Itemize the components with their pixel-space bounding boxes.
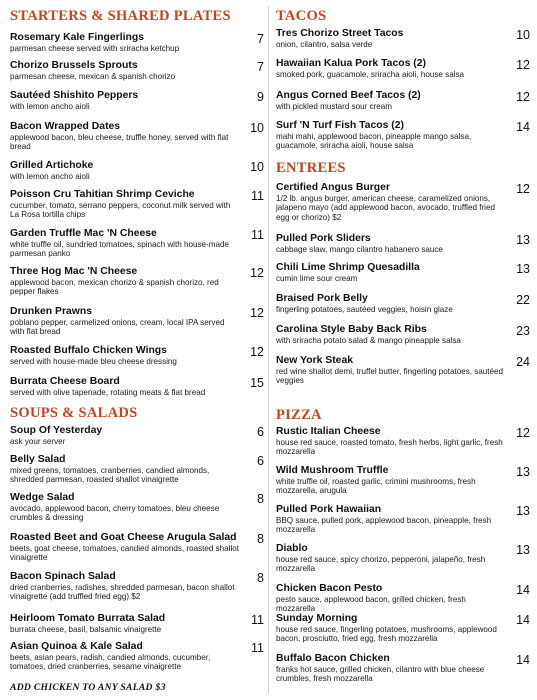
menu-item-description: 1/2 lb. angus burger, american cheese, caramelized onions, jalapeno mayo (add applewood bacon, avocado, truffled fried egg or chorizo) $2 — [276, 194, 495, 222]
menu-item-price: 14 — [516, 613, 530, 627]
menu-item-diablo — [276, 543, 530, 574]
menu-item-price: 12 — [250, 266, 264, 280]
menu-item-description: served with olive tapenade, rotating meats & flat bread — [10, 388, 206, 397]
menu-item-rustic-italian-cheese — [276, 426, 530, 457]
menu-item-tres-chorizo-street-tacos — [276, 28, 530, 49]
menu-item-heirloom-tomato-burrata-salad — [10, 613, 264, 634]
menu-item-price: 8 — [257, 492, 264, 506]
menu-item-price: 9 — [257, 90, 264, 104]
menu-item-description: burrata cheese, basil, balsamic vinaigrette — [10, 625, 162, 634]
menu-item-name: Grilled Artichoke — [10, 160, 94, 171]
menu-item-chili-lime-shrimp-quesadilla — [276, 262, 530, 283]
menu-item-price: 12 — [516, 58, 530, 72]
menu-item-name: Wedge Salad — [10, 492, 75, 503]
menu-item-name: Poisson Cru Tahitian Shrimp Ceviche — [10, 189, 195, 200]
menu-item-price: 14 — [516, 583, 530, 597]
menu-item-price: 13 — [516, 262, 530, 276]
menu-item-braised-pork-belly — [276, 293, 530, 314]
menu-item-bacon-wrapped-dates — [10, 121, 264, 152]
menu-item-price: 24 — [516, 355, 530, 369]
menu-item-description: beets, goat cheese, tomatoes, candied almonds, roasted shallot vinaigrette — [10, 544, 240, 563]
menu-item-price: 23 — [516, 324, 530, 338]
menu-item-price: 12 — [516, 426, 530, 440]
menu-item-poisson-cru-tahitian-shrimp-ceviche — [10, 189, 264, 220]
menu-item-description: with lemon ancho aioli — [10, 172, 90, 181]
menu-item-rosemary-kale-fingerlings — [10, 32, 264, 53]
menu-item-angus-corned-beef-tacos-2 — [276, 90, 530, 111]
menu-item-name: Chorizo Brussels Sprouts — [10, 60, 138, 71]
menu-item-chorizo-brussels-sprouts — [10, 60, 264, 81]
menu-item-carolina-style-baby-back-ribs — [276, 324, 530, 345]
menu-item-description: poblano pepper, carmelized onions, cream, local IPA served with flat bread — [10, 318, 225, 337]
menu-item-description: parmesan cheese served with sriracha ketchup — [10, 44, 180, 53]
menu-item-wild-mushroom-truffle — [276, 465, 530, 496]
menu-item-saut-ed-shishito-peppers — [10, 90, 264, 111]
menu-item-name: Sunday Morning — [276, 613, 358, 624]
menu-item-description: smoked pork, guacamole, sriracha aioli, house salsa — [276, 70, 465, 79]
menu-item-name: Soup Of Yesterday — [10, 425, 103, 436]
menu-item-name: Rosemary Kale Fingerlings — [10, 32, 144, 43]
menu-item-description: applewood bacon, mexican chorizo & spanish chorizo, red pepper flakes — [10, 278, 219, 297]
menu-item-description: with lemon ancho aioli — [10, 102, 90, 111]
menu-item-sunday-morning — [276, 613, 530, 644]
menu-item-price: 12 — [250, 306, 264, 320]
menu-item-description: dried cranberries, radishes, shredded parmesan, bacon shallot vinaigrette (add truffled fried egg) $2 — [10, 583, 235, 602]
menu-item-description: white truffle oil, roasted garlic, crimini mushrooms, fresh mozzarella, arugula — [276, 477, 476, 496]
menu-item-price: 10 — [250, 121, 264, 135]
menu-item-price: 12 — [250, 345, 264, 359]
menu-item-description: house red sauce, fingerling potatoes, mushrooms, applewood bacon, prosciutto, fried egg, fresh mozzarella — [276, 625, 497, 644]
menu-item-roasted-beet-and-goat-cheese-arugula-salad — [10, 532, 264, 563]
menu-item-description: house red sauce, spicy chorizo, pepperoni, jalapeño, fresh mozzarella — [276, 555, 486, 574]
menu-item-description: beets, asian pears, radish, candied almonds, cucumber, tomatoes, dried cranberries, sesame vinaigrette — [10, 653, 211, 672]
menu-item-price: 12 — [516, 182, 530, 196]
menu-item-name: Chili Lime Shrimp Quesadilla — [276, 262, 420, 273]
menu-item-price: 12 — [516, 90, 530, 104]
menu-item-price: 6 — [257, 425, 264, 439]
menu-item-garden-truffle-mac-n-cheese — [10, 228, 264, 259]
menu-item-description: with sriracha potato salad & mango pineapple salsa — [276, 336, 461, 345]
section-title-entrees: ENTREES — [276, 160, 346, 176]
menu-item-hawaiian-kalua-pork-tacos-2 — [276, 58, 530, 79]
section-title-soups-salads: SOUPS & SALADS — [10, 405, 138, 421]
menu-item-price: 11 — [251, 613, 264, 627]
menu-item-certified-angus-burger — [276, 182, 530, 222]
menu-item-pulled-pork-hawaiian — [276, 504, 530, 535]
menu-item-name: Tres Chorizo Street Tacos — [276, 28, 404, 39]
menu-item-description: pesto sauce, applewood bacon, grilled chicken, fresh mozzarella — [276, 595, 466, 614]
menu-item-roasted-buffalo-chicken-wings — [10, 345, 264, 366]
menu-item-name: Rustic Italian Cheese — [276, 426, 381, 437]
menu-item-description: mahi mahi, applewood bacon, pineapple mango salsa, guacamole, sriracha aioli, house salsa — [276, 132, 472, 151]
menu-item-new-york-steak — [276, 355, 530, 386]
menu-item-description: parmesan cheese, mexican & spanish chorizo — [10, 72, 176, 81]
menu-item-name: Angus Corned Beef Tacos (2) — [276, 90, 421, 101]
menu-item-description: applewood bacon, bleu cheese, truffle honey, served with flat bread — [10, 133, 229, 152]
menu-item-name: Diablo — [276, 543, 308, 554]
menu-item-price: 11 — [251, 641, 264, 655]
menu-item-description: fingerling potatoes, sautéed veggies, hoisin glaze — [276, 305, 453, 314]
menu-item-name: Hawaiian Kalua Pork Tacos (2) — [276, 58, 426, 69]
menu-item-price: 10 — [250, 160, 264, 174]
menu-item-name: Wild Mushroom Truffle — [276, 465, 389, 476]
menu-item-bacon-spinach-salad — [10, 571, 264, 602]
menu-item-name: Braised Pork Belly — [276, 293, 368, 304]
menu-item-price: 13 — [516, 233, 530, 247]
menu-item-asian-quinoa-kale-salad — [10, 641, 264, 672]
menu-item-buffalo-bacon-chicken — [276, 653, 530, 684]
section-title-tacos: TACOS — [276, 8, 327, 24]
menu-item-description: BBQ sauce, pulled pork, applewood bacon, pineapple, fresh mozzarella — [276, 516, 492, 535]
menu-item-description: red wine shallot demi, truffel butter, fingerling potatoes, sautéed veggies — [276, 367, 504, 386]
menu-item-name: Pulled Pork Sliders — [276, 233, 371, 244]
menu-item-pulled-pork-sliders — [276, 233, 530, 254]
menu-item-name: Carolina Style Baby Back Ribs — [276, 324, 427, 335]
menu-item-description: franks hot sauce, grilled chicken, cilantro with blue cheese crumbles, fresh mozzarella — [276, 665, 485, 684]
section-title-starters: STARTERS & SHARED PLATES — [10, 8, 231, 24]
menu-item-description: mixed greens, tomatoes, cranberries, candied almonds, shredded parmesan, roasted shallot vinaigrette — [10, 466, 210, 485]
menu-item-name: Buffalo Bacon Chicken — [276, 653, 390, 664]
menu-item-price: 14 — [516, 120, 530, 134]
menu-item-belly-salad — [10, 454, 264, 485]
column-divider — [268, 6, 269, 694]
menu-item-price: 8 — [257, 532, 264, 546]
menu-item-description: cabbage slaw, mango cilantro habanero sauce — [276, 245, 443, 254]
menu-item-name: Certified Angus Burger — [276, 182, 390, 193]
menu-item-description: ask your server — [10, 437, 66, 446]
menu-item-description: house red sauce, roasted tomato, fresh herbs, light garlic, fresh mozzarella — [276, 438, 503, 457]
menu-item-description: onion, cilantro, salsa verde — [276, 40, 373, 49]
menu-item-price: 11 — [251, 228, 264, 242]
menu-item-burrata-cheese-board — [10, 376, 264, 397]
menu-item-name: Roasted Buffalo Chicken Wings — [10, 345, 167, 356]
menu-item-description: avocado, applewood bacon, cherry tomatoes, bleu cheese crumbles & dressing — [10, 504, 220, 523]
menu-item-name: Asian Quinoa & Kale Salad — [10, 641, 143, 652]
menu-item-price: 10 — [516, 28, 530, 42]
menu-item-description: cucumber, tomato, serrano peppers, coconut milk served with La Rosa tortilla chips — [10, 201, 231, 220]
menu-item-name: Garden Truffle Mac 'N Cheese — [10, 228, 157, 239]
menu-item-description: cumin lime sour cream — [276, 274, 358, 283]
menu-item-price: 15 — [250, 376, 264, 390]
menu-item-name: Chicken Bacon Pesto — [276, 583, 383, 594]
menu-item-price: 8 — [257, 571, 264, 585]
menu-item-name: Heirloom Tomato Burrata Salad — [10, 613, 166, 624]
menu-item-name: Bacon Wrapped Dates — [10, 121, 121, 132]
menu-item-soup-of-yesterday — [10, 425, 264, 446]
menu-item-drunken-prawns — [10, 306, 264, 337]
menu-item-three-hog-mac-n-cheese — [10, 266, 264, 297]
menu-item-description: with pickled mustard sour cream — [276, 102, 393, 111]
menu-item-chicken-bacon-pesto — [276, 583, 530, 614]
menu-item-surf-n-turf-fish-tacos-2 — [276, 120, 530, 151]
menu-item-price: 11 — [251, 189, 264, 203]
menu-item-price: 13 — [516, 465, 530, 479]
menu-item-grilled-artichoke — [10, 160, 264, 181]
menu-item-name: Burrata Cheese Board — [10, 376, 120, 387]
menu-item-wedge-salad — [10, 492, 264, 523]
menu-item-name: Bacon Spinach Salad — [10, 571, 116, 582]
menu-item-description: served with house-made bleu cheese dressing — [10, 357, 177, 366]
menu-item-name: Drunken Prawns — [10, 306, 92, 317]
section-title-pizza: PIZZA — [276, 407, 322, 423]
menu-item-name: Sautéed Shishito Peppers — [10, 90, 139, 101]
menu-item-price: 22 — [516, 293, 530, 307]
menu-item-name: Belly Salad — [10, 454, 66, 465]
menu-item-price: 13 — [516, 543, 530, 557]
menu-item-description: white truffle oil, sundried tomatoes, spinach with house-made parmesan panko — [10, 240, 229, 259]
menu-item-price: 6 — [257, 454, 264, 468]
menu-item-name: Pulled Pork Hawaiian — [276, 504, 382, 515]
menu-item-price: 14 — [516, 653, 530, 667]
salad-addon-note: ADD CHICKEN TO ANY SALAD $3 — [10, 682, 166, 693]
menu-item-price: 7 — [257, 32, 264, 46]
menu-item-name: New York Steak — [276, 355, 354, 366]
menu-item-name: Three Hog Mac 'N Cheese — [10, 266, 138, 277]
menu-item-name: Roasted Beet and Goat Cheese Arugula Salad — [10, 532, 237, 543]
menu-item-price: 7 — [257, 60, 264, 74]
menu-item-price: 13 — [516, 504, 530, 518]
menu-item-name: Surf 'N Turf Fish Tacos (2) — [276, 120, 404, 131]
